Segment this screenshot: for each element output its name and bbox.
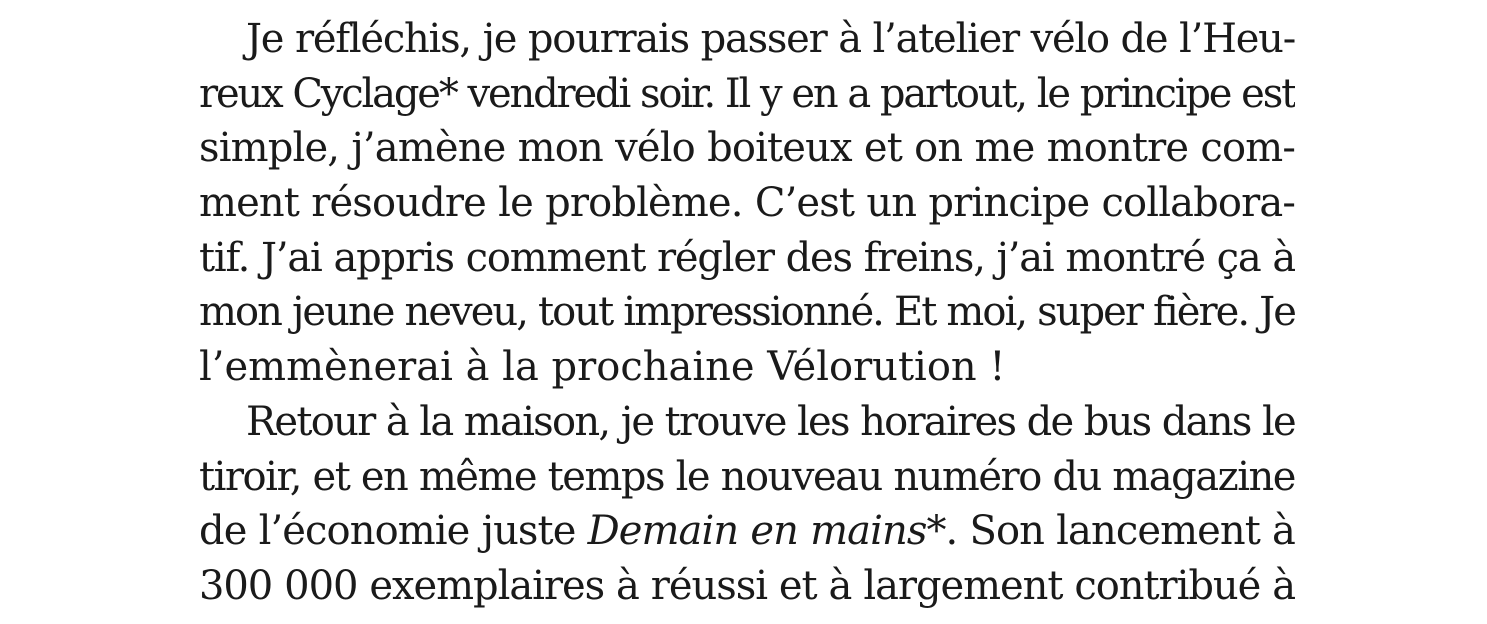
- paragraph-retour-maison: [199, 395, 1295, 614]
- text-line: ment résoudre le problème. C’est un principe collabora-: [199, 180, 1295, 227]
- magazine-title: Demain en mains: [587, 508, 927, 555]
- paragraph-atelier-velo: [199, 12, 1295, 395]
- text-line: tiroir, et en même temps le nouveau numéro du magazine: [199, 453, 1295, 500]
- text-segment: de l’économie juste: [199, 508, 588, 555]
- text-line: reux Cyclage* vendredi soir. Il y en a partout, le principe est: [199, 70, 1295, 117]
- document-page: [199, 12, 1295, 614]
- text-line: 300 000 exemplaires à réussi et à largement contribué à: [199, 562, 1295, 609]
- text-line: Retour à la maison, je trouve les horaires de bus dans le: [246, 398, 1295, 445]
- text-line: mon jeune neveu, tout impressionné. Et moi, super fière. Je: [199, 289, 1295, 336]
- text-line: l’emmènerai à la prochaine Vélorution !: [199, 344, 1006, 391]
- text-line: simple, j’amène mon vélo boiteux et on me montre com-: [199, 125, 1295, 172]
- text-line: Je réfléchis, je pourrais passer à l’atelier vélo de l’Heu-: [246, 16, 1295, 62]
- text-line: tif. J’ai appris comment régler des freins, j’ai montré ça à: [199, 234, 1295, 281]
- text-segment: *. Son lancement à: [926, 508, 1295, 555]
- text-line-with-magazine-title: [199, 504, 1295, 559]
